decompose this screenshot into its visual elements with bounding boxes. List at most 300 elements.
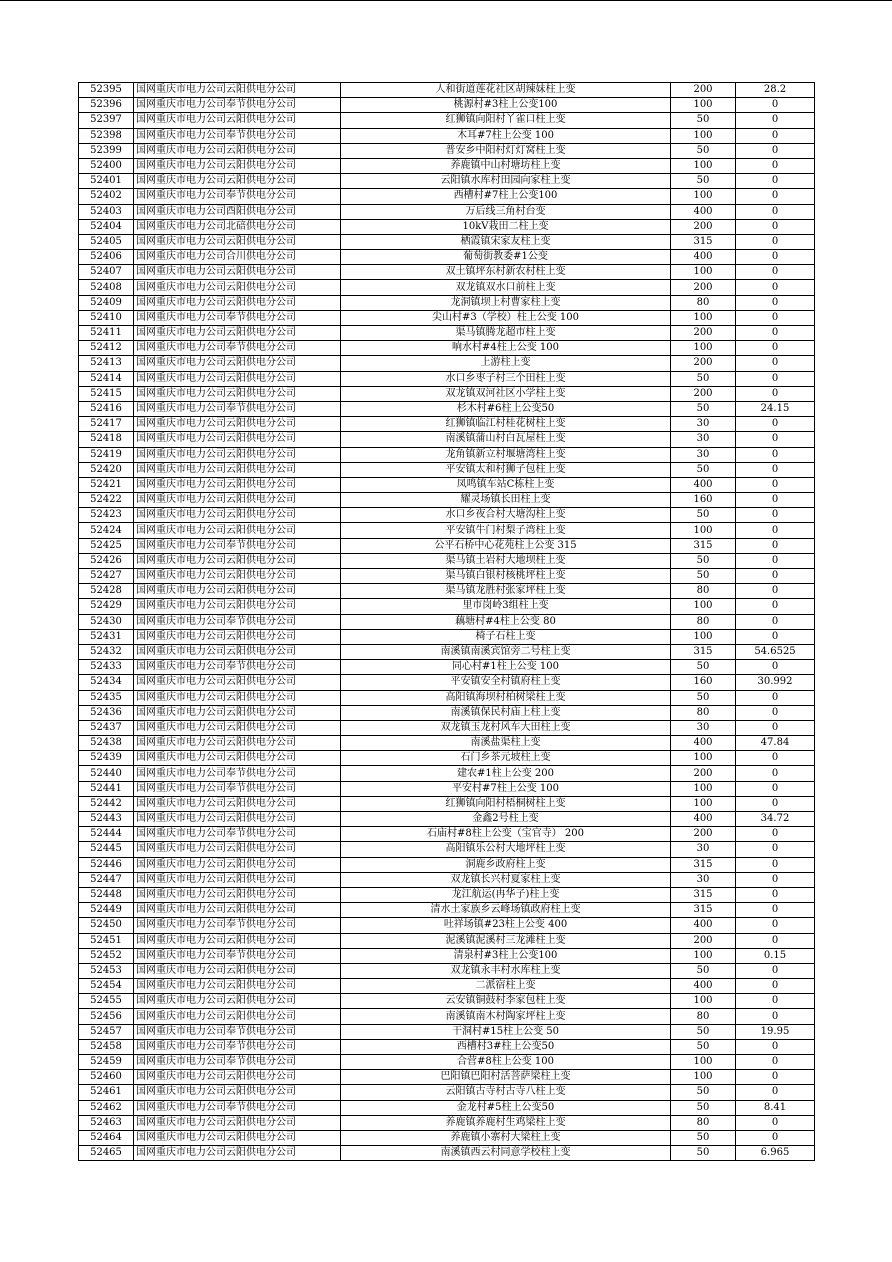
company-name-cell: 国网重庆市电力公司云阳供电分公司 xyxy=(134,83,341,98)
company-name-cell: 国网重庆市电力公司云阳供电分公司 xyxy=(134,903,341,918)
company-name-cell: 国网重庆市电力公司酉阳供电分公司 xyxy=(134,204,341,219)
transformer-name-cell: 南溪镇西云村同意学校柱上变 xyxy=(341,1146,671,1161)
transformer-name-cell: 建农#1柱上公变 200 xyxy=(341,766,671,781)
value-cell: 0 xyxy=(736,250,815,265)
company-name-cell: 国网重庆市电力公司云阳供电分公司 xyxy=(134,569,341,584)
table-row xyxy=(79,690,815,705)
company-name-cell: 国网重庆市电力公司云阳供电分公司 xyxy=(134,158,341,173)
company-name-cell: 国网重庆市电力公司云阳供电分公司 xyxy=(134,326,341,341)
table-row xyxy=(79,174,815,189)
table-row xyxy=(79,493,815,508)
capacity-cell: 100 xyxy=(671,310,736,325)
table-row xyxy=(79,1070,815,1085)
capacity-cell: 30 xyxy=(671,447,736,462)
table-row xyxy=(79,751,815,766)
capacity-cell: 100 xyxy=(671,98,736,113)
table-row xyxy=(79,250,815,265)
capacity-cell: 400 xyxy=(671,979,736,994)
transformer-name-cell: 同心村#1柱上公变 100 xyxy=(341,660,671,675)
row-id-cell: 52435 xyxy=(79,690,134,705)
capacity-cell: 100 xyxy=(671,189,736,204)
company-name-cell: 国网重庆市电力公司奉节供电分公司 xyxy=(134,128,341,143)
company-name-cell: 国网重庆市电力公司奉节供电分公司 xyxy=(134,660,341,675)
company-name-cell: 国网重庆市电力公司奉节供电分公司 xyxy=(134,781,341,796)
value-cell: 0 xyxy=(736,1009,815,1024)
value-cell: 0 xyxy=(736,629,815,644)
capacity-cell: 50 xyxy=(671,1130,736,1145)
row-id-cell: 52456 xyxy=(79,1009,134,1024)
company-name-cell: 国网重庆市电力公司云阳供电分公司 xyxy=(134,796,341,811)
transformer-name-cell: 西槽村3#柱上公变50 xyxy=(341,1039,671,1054)
transformer-name-cell: 桃源村#3柱上公变100 xyxy=(341,98,671,113)
table-row xyxy=(79,1009,815,1024)
capacity-cell: 200 xyxy=(671,83,736,98)
company-name-cell: 国网重庆市电力公司奉节供电分公司 xyxy=(134,341,341,356)
table-row xyxy=(79,629,815,644)
value-cell: 0 xyxy=(736,1115,815,1130)
transformer-name-cell: 里市岗岭3组柱上变 xyxy=(341,599,671,614)
row-id-cell: 52421 xyxy=(79,477,134,492)
capacity-cell: 200 xyxy=(671,766,736,781)
capacity-cell: 200 xyxy=(671,827,736,842)
company-name-cell: 国网重庆市电力公司云阳供电分公司 xyxy=(134,599,341,614)
table-row xyxy=(79,720,815,735)
row-id-cell: 52405 xyxy=(79,234,134,249)
value-cell: 47.84 xyxy=(736,736,815,751)
company-name-cell: 国网重庆市电力公司奉节供电分公司 xyxy=(134,827,341,842)
table-row xyxy=(79,128,815,143)
company-name-cell: 国网重庆市电力公司云阳供电分公司 xyxy=(134,523,341,538)
capacity-cell: 80 xyxy=(671,1115,736,1130)
row-id-cell: 52395 xyxy=(79,83,134,98)
capacity-cell: 100 xyxy=(671,158,736,173)
row-id-cell: 52411 xyxy=(79,326,134,341)
row-id-cell: 52396 xyxy=(79,98,134,113)
row-id-cell: 52429 xyxy=(79,599,134,614)
capacity-cell: 100 xyxy=(671,341,736,356)
value-cell: 0 xyxy=(736,417,815,432)
row-id-cell: 52397 xyxy=(79,113,134,128)
value-cell: 0 xyxy=(736,386,815,401)
table-row xyxy=(79,326,815,341)
row-id-cell: 52413 xyxy=(79,356,134,371)
company-name-cell: 国网重庆市电力公司云阳供电分公司 xyxy=(134,644,341,659)
value-cell: 0 xyxy=(736,933,815,948)
table-row xyxy=(79,1115,815,1130)
row-id-cell: 52439 xyxy=(79,751,134,766)
row-id-cell: 52433 xyxy=(79,660,134,675)
company-name-cell: 国网重庆市电力公司奉节供电分公司 xyxy=(134,766,341,781)
table-row xyxy=(79,462,815,477)
transformer-name-cell: 双龙镇玉龙村风车大田柱上变 xyxy=(341,720,671,735)
capacity-cell: 315 xyxy=(671,644,736,659)
transformer-name-cell: 泥溪镇泥溪村三龙滩柱上变 xyxy=(341,933,671,948)
company-name-cell: 国网重庆市电力公司云阳供电分公司 xyxy=(134,994,341,1009)
table-row xyxy=(79,857,815,872)
table-row xyxy=(79,660,815,675)
transformer-name-cell: 双龙镇双河社区小学柱上变 xyxy=(341,386,671,401)
company-name-cell: 国网重庆市电力公司云阳供电分公司 xyxy=(134,751,341,766)
transformer-name-cell: 人和街道莲花社区胡辣妹柱上变 xyxy=(341,83,671,98)
capacity-cell: 200 xyxy=(671,386,736,401)
capacity-cell: 80 xyxy=(671,1009,736,1024)
company-name-cell: 国网重庆市电力公司云阳供电分公司 xyxy=(134,432,341,447)
company-name-cell: 国网重庆市电力公司云阳供电分公司 xyxy=(134,690,341,705)
capacity-cell: 160 xyxy=(671,493,736,508)
table-row xyxy=(79,432,815,447)
table-row xyxy=(79,736,815,751)
company-name-cell: 国网重庆市电力公司云阳供电分公司 xyxy=(134,462,341,477)
row-id-cell: 52410 xyxy=(79,310,134,325)
table-row xyxy=(79,766,815,781)
capacity-cell: 50 xyxy=(671,508,736,523)
company-name-cell: 国网重庆市电力公司奉节供电分公司 xyxy=(134,1100,341,1115)
value-cell: 0 xyxy=(736,219,815,234)
table-row xyxy=(79,280,815,295)
row-id-cell: 52438 xyxy=(79,736,134,751)
transformer-name-cell: 双龙镇双水口前柱上变 xyxy=(341,280,671,295)
transformer-name-cell: 洞鹿乡政府柱上变 xyxy=(341,857,671,872)
transformer-name-cell: 巴阳镇巴阳村活菩萨梁柱上变 xyxy=(341,1070,671,1085)
company-name-cell: 国网重庆市电力公司云阳供电分公司 xyxy=(134,553,341,568)
capacity-cell: 100 xyxy=(671,781,736,796)
value-cell: 0 xyxy=(736,994,815,1009)
value-cell: 0 xyxy=(736,432,815,447)
row-id-cell: 52445 xyxy=(79,842,134,857)
value-cell: 0 xyxy=(736,158,815,173)
transformer-name-cell: 渠马镇龙胜村张家坪柱上变 xyxy=(341,584,671,599)
company-name-cell: 国网重庆市电力公司云阳供电分公司 xyxy=(134,979,341,994)
capacity-cell: 50 xyxy=(671,690,736,705)
transformer-name-cell: 渠马镇腾龙超市柱上变 xyxy=(341,326,671,341)
transformer-name-cell: 渠马镇土岩村大地坝柱上变 xyxy=(341,553,671,568)
row-id-cell: 52443 xyxy=(79,812,134,827)
transformer-name-cell: 公平石桥中心花苑柱上公变 315 xyxy=(341,538,671,553)
table-row xyxy=(79,98,815,113)
company-name-cell: 国网重庆市电力公司奉节供电分公司 xyxy=(134,310,341,325)
row-id-cell: 52408 xyxy=(79,280,134,295)
transformer-name-cell: 上游柱上变 xyxy=(341,356,671,371)
capacity-cell: 80 xyxy=(671,614,736,629)
capacity-cell: 200 xyxy=(671,280,736,295)
company-name-cell: 国网重庆市电力公司云阳供电分公司 xyxy=(134,736,341,751)
table-row xyxy=(79,705,815,720)
value-cell: 0 xyxy=(736,493,815,508)
value-cell: 54.6525 xyxy=(736,644,815,659)
company-name-cell: 国网重庆市电力公司云阳供电分公司 xyxy=(134,1070,341,1085)
row-id-cell: 52436 xyxy=(79,705,134,720)
capacity-cell: 200 xyxy=(671,219,736,234)
row-id-cell: 52415 xyxy=(79,386,134,401)
company-name-cell: 国网重庆市电力公司云阳供电分公司 xyxy=(134,143,341,158)
transformer-name-cell: 南溪盐渠柱上变 xyxy=(341,736,671,751)
row-id-cell: 52419 xyxy=(79,447,134,462)
table-row xyxy=(79,219,815,234)
table-row xyxy=(79,781,815,796)
transformer-name-cell: 凤鸣镇车站C栋柱上变 xyxy=(341,477,671,492)
capacity-cell: 100 xyxy=(671,948,736,963)
row-id-cell: 52426 xyxy=(79,553,134,568)
company-name-cell: 国网重庆市电力公司云阳供电分公司 xyxy=(134,508,341,523)
row-id-cell: 52446 xyxy=(79,857,134,872)
value-cell: 0 xyxy=(736,371,815,386)
transformer-name-cell: 南溪镇保民村庙上柱上变 xyxy=(341,705,671,720)
transformer-name-cell: 栖霞镇宋家友柱上变 xyxy=(341,234,671,249)
value-cell: 0 xyxy=(736,751,815,766)
value-cell: 0 xyxy=(736,887,815,902)
row-id-cell: 52463 xyxy=(79,1115,134,1130)
company-name-cell: 国网重庆市电力公司云阳供电分公司 xyxy=(134,174,341,189)
transformer-name-cell: 养鹿镇养鹿村生鸡梁柱上变 xyxy=(341,1115,671,1130)
table-row xyxy=(79,887,815,902)
value-cell: 0 xyxy=(736,1130,815,1145)
table-row xyxy=(79,675,815,690)
value-cell: 0 xyxy=(736,1055,815,1070)
transformer-name-cell: 西槽村#7柱上公变100 xyxy=(341,189,671,204)
row-id-cell: 52453 xyxy=(79,963,134,978)
capacity-cell: 100 xyxy=(671,751,736,766)
table-row xyxy=(79,113,815,128)
transformer-name-cell: 清泉村#3柱上公变100 xyxy=(341,948,671,963)
capacity-cell: 30 xyxy=(671,432,736,447)
table-row xyxy=(79,386,815,401)
value-cell: 28.2 xyxy=(736,83,815,98)
transformer-name-cell: 龙江航运(冉华子)柱上变 xyxy=(341,887,671,902)
transformer-name-cell: 龙洞镇坝上村曹家柱上变 xyxy=(341,295,671,310)
value-cell: 0 xyxy=(736,872,815,887)
table-row xyxy=(79,538,815,553)
table-row xyxy=(79,204,815,219)
table-row xyxy=(79,189,815,204)
company-name-cell: 国网重庆市电力公司北碚供电分公司 xyxy=(134,219,341,234)
company-name-cell: 国网重庆市电力公司云阳供电分公司 xyxy=(134,265,341,280)
table-body xyxy=(79,83,815,1161)
row-id-cell: 52420 xyxy=(79,462,134,477)
transformer-name-cell: 金鑫2号柱上变 xyxy=(341,812,671,827)
capacity-cell: 50 xyxy=(671,462,736,477)
table-row xyxy=(79,1024,815,1039)
value-cell: 0 xyxy=(736,523,815,538)
capacity-cell: 50 xyxy=(671,1024,736,1039)
row-id-cell: 52460 xyxy=(79,1070,134,1085)
row-id-cell: 52403 xyxy=(79,204,134,219)
value-cell: 0 xyxy=(736,918,815,933)
table-row xyxy=(79,295,815,310)
table-row xyxy=(79,265,815,280)
table-row xyxy=(79,83,815,98)
value-cell: 0 xyxy=(736,660,815,675)
value-cell: 0 xyxy=(736,295,815,310)
capacity-cell: 50 xyxy=(671,1085,736,1100)
capacity-cell: 400 xyxy=(671,250,736,265)
company-name-cell: 国网重庆市电力公司云阳供电分公司 xyxy=(134,295,341,310)
company-name-cell: 国网重庆市电力公司奉节供电分公司 xyxy=(134,1039,341,1054)
value-cell: 0 xyxy=(736,280,815,295)
table-row xyxy=(79,234,815,249)
capacity-cell: 315 xyxy=(671,887,736,902)
transformer-name-cell: 平安镇太和村狮子包柱上变 xyxy=(341,462,671,477)
transformer-name-cell: 耀灵场镇长田柱上变 xyxy=(341,493,671,508)
company-name-cell: 国网重庆市电力公司合川供电分公司 xyxy=(134,250,341,265)
value-cell: 0 xyxy=(736,1070,815,1085)
row-id-cell: 52434 xyxy=(79,675,134,690)
value-cell: 0 xyxy=(736,796,815,811)
value-cell: 0 xyxy=(736,903,815,918)
value-cell: 0 xyxy=(736,326,815,341)
row-id-cell: 52461 xyxy=(79,1085,134,1100)
value-cell: 0 xyxy=(736,584,815,599)
transformer-name-cell: 高阳镇海坝村柏树梁柱上变 xyxy=(341,690,671,705)
row-id-cell: 52401 xyxy=(79,174,134,189)
capacity-cell: 200 xyxy=(671,356,736,371)
company-name-cell: 国网重庆市电力公司奉节供电分公司 xyxy=(134,189,341,204)
table-row xyxy=(79,948,815,963)
transformer-name-cell: 10kV栽田二柱上变 xyxy=(341,219,671,234)
transformer-name-cell: 二派宿柱上变 xyxy=(341,979,671,994)
row-id-cell: 52457 xyxy=(79,1024,134,1039)
row-id-cell: 52459 xyxy=(79,1055,134,1070)
value-cell: 0 xyxy=(736,720,815,735)
value-cell: 0 xyxy=(736,1039,815,1054)
transformer-name-cell: 尖山村#3（学校）柱上公变 100 xyxy=(341,310,671,325)
transformer-name-cell: 金龙村#5柱上公变50 xyxy=(341,1100,671,1115)
table-row xyxy=(79,523,815,538)
capacity-cell: 30 xyxy=(671,720,736,735)
transformer-table xyxy=(78,82,815,1161)
transformer-name-cell: 养鹿镇小寨村大梁柱上变 xyxy=(341,1130,671,1145)
company-name-cell: 国网重庆市电力公司云阳供电分公司 xyxy=(134,842,341,857)
row-id-cell: 52452 xyxy=(79,948,134,963)
row-id-cell: 52417 xyxy=(79,417,134,432)
table-row xyxy=(79,963,815,978)
transformer-name-cell: 红狮镇向阳村梧桐树柱上变 xyxy=(341,796,671,811)
capacity-cell: 50 xyxy=(671,143,736,158)
table-row xyxy=(79,371,815,386)
transformer-name-cell: 双土镇坪东村新农村柱上变 xyxy=(341,265,671,280)
value-cell: 0 xyxy=(736,553,815,568)
table-row xyxy=(79,356,815,371)
value-cell: 0 xyxy=(736,477,815,492)
table-row xyxy=(79,842,815,857)
value-cell: 0 xyxy=(736,781,815,796)
row-id-cell: 52418 xyxy=(79,432,134,447)
transformer-name-cell: 椅子石柱上变 xyxy=(341,629,671,644)
value-cell: 0 xyxy=(736,569,815,584)
company-name-cell: 国网重庆市电力公司奉节供电分公司 xyxy=(134,1055,341,1070)
transformer-name-cell: 云安镇铜鼓村李家包柱上变 xyxy=(341,994,671,1009)
capacity-cell: 315 xyxy=(671,538,736,553)
transformer-name-cell: 平安村#7柱上公变 100 xyxy=(341,781,671,796)
row-id-cell: 52412 xyxy=(79,341,134,356)
row-id-cell: 52448 xyxy=(79,887,134,902)
row-id-cell: 52465 xyxy=(79,1146,134,1161)
transformer-name-cell: 红狮镇向阳村丫雀口柱上变 xyxy=(341,113,671,128)
value-cell: 0 xyxy=(736,690,815,705)
value-cell: 0 xyxy=(736,462,815,477)
value-cell: 0 xyxy=(736,204,815,219)
company-name-cell: 国网重庆市电力公司云阳供电分公司 xyxy=(134,1146,341,1161)
row-id-cell: 52451 xyxy=(79,933,134,948)
capacity-cell: 30 xyxy=(671,417,736,432)
capacity-cell: 400 xyxy=(671,204,736,219)
capacity-cell: 100 xyxy=(671,994,736,1009)
table-row xyxy=(79,477,815,492)
capacity-cell: 50 xyxy=(671,660,736,675)
company-name-cell: 国网重庆市电力公司云阳供电分公司 xyxy=(134,629,341,644)
company-name-cell: 国网重庆市电力公司云阳供电分公司 xyxy=(134,675,341,690)
table-row xyxy=(79,812,815,827)
value-cell: 0 xyxy=(736,447,815,462)
company-name-cell: 国网重庆市电力公司云阳供电分公司 xyxy=(134,720,341,735)
value-cell: 0 xyxy=(736,827,815,842)
company-name-cell: 国网重庆市电力公司云阳供电分公司 xyxy=(134,857,341,872)
table-row xyxy=(79,614,815,629)
capacity-cell: 50 xyxy=(671,1100,736,1115)
row-id-cell: 52454 xyxy=(79,979,134,994)
company-name-cell: 国网重庆市电力公司云阳供电分公司 xyxy=(134,447,341,462)
value-cell: 0 xyxy=(736,174,815,189)
capacity-cell: 50 xyxy=(671,371,736,386)
company-name-cell: 国网重庆市电力公司云阳供电分公司 xyxy=(134,386,341,401)
row-id-cell: 52424 xyxy=(79,523,134,538)
value-cell: 0 xyxy=(736,979,815,994)
capacity-cell: 100 xyxy=(671,629,736,644)
transformer-name-cell: 龙角镇新立村堰塘湾柱上变 xyxy=(341,447,671,462)
row-id-cell: 52430 xyxy=(79,614,134,629)
row-id-cell: 52422 xyxy=(79,493,134,508)
value-cell: 0 xyxy=(736,310,815,325)
row-id-cell: 52400 xyxy=(79,158,134,173)
capacity-cell: 100 xyxy=(671,1070,736,1085)
table-row xyxy=(79,1130,815,1145)
capacity-cell: 315 xyxy=(671,903,736,918)
row-id-cell: 52414 xyxy=(79,371,134,386)
table-row xyxy=(79,644,815,659)
transformer-name-cell: 双龙镇长兴村夏家柱上变 xyxy=(341,872,671,887)
table-row xyxy=(79,1100,815,1115)
row-id-cell: 52406 xyxy=(79,250,134,265)
company-name-cell: 国网重庆市电力公司奉节供电分公司 xyxy=(134,1024,341,1039)
value-cell: 6.965 xyxy=(736,1146,815,1161)
capacity-cell: 400 xyxy=(671,736,736,751)
value-cell: 24.15 xyxy=(736,401,815,416)
table-row xyxy=(79,310,815,325)
table-row xyxy=(79,933,815,948)
table-row xyxy=(79,158,815,173)
value-cell: 0 xyxy=(736,356,815,371)
value-cell: 0 xyxy=(736,614,815,629)
transformer-name-cell: 双龙镇永丰村水库柱上变 xyxy=(341,963,671,978)
transformer-name-cell: 南溪镇南木村陶家坪柱上变 xyxy=(341,1009,671,1024)
value-cell: 0.15 xyxy=(736,948,815,963)
company-name-cell: 国网重庆市电力公司云阳供电分公司 xyxy=(134,1085,341,1100)
capacity-cell: 100 xyxy=(671,1055,736,1070)
value-cell: 0 xyxy=(736,599,815,614)
capacity-cell: 50 xyxy=(671,401,736,416)
capacity-cell: 160 xyxy=(671,675,736,690)
row-id-cell: 52447 xyxy=(79,872,134,887)
table-row xyxy=(79,401,815,416)
capacity-cell: 30 xyxy=(671,872,736,887)
row-id-cell: 52409 xyxy=(79,295,134,310)
page-top-rule xyxy=(0,0,892,1)
company-name-cell: 国网重庆市电力公司云阳供电分公司 xyxy=(134,113,341,128)
capacity-cell: 100 xyxy=(671,265,736,280)
company-name-cell: 国网重庆市电力公司奉节供电分公司 xyxy=(134,538,341,553)
company-name-cell: 国网重庆市电力公司奉节供电分公司 xyxy=(134,918,341,933)
company-name-cell: 国网重庆市电力公司奉节供电分公司 xyxy=(134,98,341,113)
table-row xyxy=(79,1055,815,1070)
